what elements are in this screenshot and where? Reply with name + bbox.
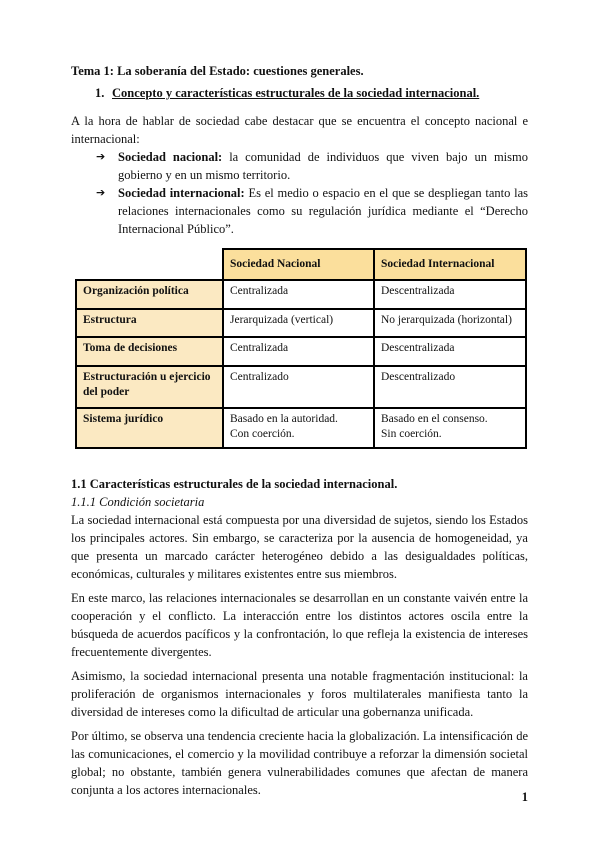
bullet-term: Sociedad nacional: (118, 150, 223, 164)
arrow-right-icon: ➔ (96, 186, 106, 199)
intro-paragraph: A la hora de hablar de sociedad cabe destacar que se encuentra el concepto nacional e internacional: (71, 114, 528, 146)
table-row-label: Toma de decisiones (76, 337, 223, 366)
table-header-cell: Sociedad Internacional (374, 249, 526, 280)
bullet-text: Es el medio o espacio en el que se despliegan tanto las relaciones internacionales como su regulación jurídica mediante el “Derecho Internacional Público”. (118, 186, 528, 236)
body-paragraph: Por último, se observa una tendencia creciente hacia la globalización. La intensificación de las comunicaciones, el comercio y la movilidad contribuye a reforzar la dimensión societal global; no obstante, también genera vulnerabilidades comunes que afectan de manera conjunta a los actores internacionales. (71, 729, 528, 797)
table-row-label: Estructuración u ejercicio del poder (76, 366, 223, 408)
section-1-number: 1. (95, 86, 105, 100)
body-paragraph: En este marco, las relaciones internacionales se desarrollan en un constante vaivén entre la cooperación y el conflicto. La interacción entre los distintos actores oscila entre la búsqueda de acuerdos pacíficos y la confrontación, lo que refleja la existencia de intereses frecuentemente divergentes. (71, 591, 528, 659)
subsubsection-heading: 1.1.1 Condición societaria (71, 495, 205, 509)
body-paragraph: Asimismo, la sociedad internacional presenta una notable fragmentación institucional: la proliferación de organismos internacionales y foros multilaterales manifiesta tanto la diversidad de intereses como la dificultad de articular una gobernanza unificada. (71, 669, 528, 719)
bullet-term: Sociedad internacional: (118, 186, 245, 200)
bullet-item (71, 184, 528, 238)
table-cell-line: Basado en el consenso. (381, 413, 488, 425)
table-cell: No jerarquizada (horizontal) (374, 309, 526, 337)
comparison-table (75, 248, 527, 449)
table-header-cell: Sociedad Nacional (223, 249, 374, 280)
section-1-heading (71, 84, 528, 102)
table-cell-line: Con coerción. (230, 428, 295, 440)
page-number: 1 (521, 790, 528, 804)
table-cell (374, 408, 526, 448)
arrow-right-icon: ➔ (96, 150, 106, 163)
table-cell-line: Basado en la autoridad. (230, 413, 338, 425)
table-cell: Descentralizada (374, 280, 526, 309)
table-cell: Descentralizada (374, 337, 526, 366)
table-cell: Centralizado (223, 366, 374, 408)
bullet-list (71, 148, 528, 238)
table-cell: Centralizada (223, 337, 374, 366)
table-row-label: Sistema jurídico (76, 408, 223, 448)
table-row-label: Organización política (76, 280, 223, 309)
subsection-heading: 1.1 Características estructurales de la sociedad internacional. (71, 477, 398, 491)
table-cell (223, 408, 374, 448)
bullet-item (71, 148, 528, 184)
table-row-label: Estructura (76, 309, 223, 337)
bullet-text: la comunidad de individuos que viven bajo un mismo gobierno y en un mismo territorio. (118, 150, 528, 182)
table-cell-line: Sin coerción. (381, 428, 442, 440)
body-paragraph: La sociedad internacional está compuesta por una diversidad de sujetos, siendo los Estados los principales actores. Sin embargo, se caracteriza por la ausencia de homogeneidad, ya que presenta un marcado carácter heterogéneo debido a las desigualdades políticas, económicas, culturales y militares existentes entre sus miembros. (71, 513, 528, 581)
table-corner-cell (76, 249, 223, 280)
table-cell: Descentralizado (374, 366, 526, 408)
document-page (71, 62, 528, 805)
document-title: Tema 1: La soberanía del Estado: cuestiones generales. (71, 64, 364, 78)
section-1-label: Concepto y características estructurales de la sociedad internacional. (112, 86, 480, 100)
table-cell: Centralizada (223, 280, 374, 309)
table-cell: Jerarquizada (vertical) (223, 309, 374, 337)
